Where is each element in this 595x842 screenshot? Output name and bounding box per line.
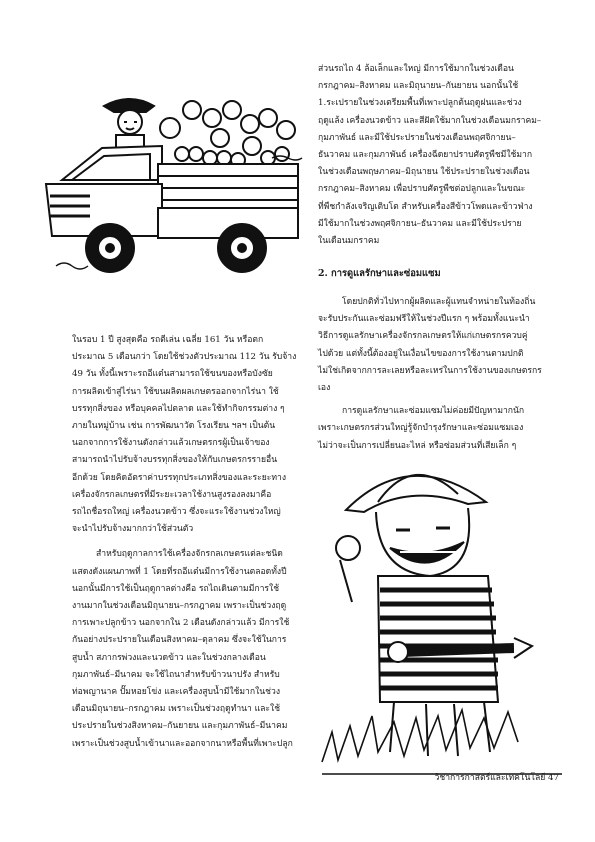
section-heading: 2. การดูแลรักษาและซ่อมแซม [318,268,441,279]
text-line: เดือนมิถุนายน–กรกฎาคม เพราะเป็นช่วงฤดูทำนา และใช้ [72,704,281,715]
text-line: เพราะเป็นช่วงสูบน้ำเข้านาและออกจากนาหรือพื้นที่เพาะปลูก [72,738,293,749]
text-line: ไปด้วย แต่ทั้งนี้ต้องอยู่ในเงื่อนไขของการใช้งานตามปกติ [318,348,524,359]
text-line: กุมภาพันธ์–มีนาคม จะใช้ไถนาสำหรับข้าวนาปรัง สำหรับ [72,669,280,680]
text-line: ท่อพญานาค ปั๊มหอยโข่ง และเครื่องสูบน้ำมีใช้มากในช่วง [72,687,281,698]
text-line: ในช่วงเดือนพฤษภาคม–มิถุนายน ใช้ประปรายในช่วงเดือน [318,167,530,178]
text-line: แสดงดังแผนภาพที่ 1 โดยที่รถอีแต๋นมีการใช้งานตลอดทั้งปี [72,566,287,577]
text-line: กรกฎาคม–สิงหาคม และมิถุนายน–กันยายน นอกนั้นใช้ [318,81,519,92]
text-line: จะนำไปรับจ้างมากกว่าใช้ส่วนตัว [72,524,194,535]
text-line: งานมากในช่วงเดือนมิถุนายน–กรกฎาคม เพราะเป็นช่วงฤดู [72,601,287,612]
text-line: ประมาณ 5 เดือนกว่า โดยใช้ช่วงตัวประมาณ 112 วัน รับจ้าง [72,352,297,363]
text-line: จะรับประกันและซ่อมฟรีให้ในช่วงปีแรก ๆ พร้อมทั้งแนะนำ [318,314,530,325]
text-line: สามารถนำไปรับจ้างบรรทุกสิ่งของให้กับเกษตรกรรายอื่น [72,455,278,466]
truck-illustration [42,88,307,303]
page-footer: วิชาการกาสตร์และเทคโนโลยี 47 [434,773,559,783]
farmer-illustration [318,452,566,782]
text-line: ประปรายในช่วงสิงหาคม–กันยายน และกุมภาพันธ์–มีนาคม [72,721,288,732]
text-line: เอง [318,383,331,394]
text-line: ธันวาคม และกุมภาพันธ์ เครื่องฉีดยาปราบศัตรูพืชมีใช้มาก [318,150,533,161]
text-line: วิธีการดูแลรักษาเครื่องจักรกลเกษตรให้แก่เกษตรกรควบคู่ [318,331,528,342]
text-line: การผลิตเข้าสู่ไร่นา ใช้ขนผลิตผลเกษตรออกจากไร่นา ใช้ [72,386,279,397]
text-line: ไม่ใช่เกิดจากการละเลยหรือละเหร่ในการใช้งานของเกษตรกร [318,365,542,376]
text-line: อีกด้วย โดยคิดอัตราค่าบรรทุกประเภทสิ่งของและระยะทาง [72,472,287,483]
text-line: ฤดูแล้ง เครื่องนวดข้าว และสีฝัดใช้มากในช่วงเดือนมกราคม– [318,115,542,126]
text-line: 1.ระเปรายในช่วงเตรียมพื้นที่เพาะปลูกต้นฤดูฝนและช่วง [318,98,522,109]
text-line: นอกจากการใช้งานดังกล่าวแล้วเกษตรกรผู้เป็นเจ้าของ [72,438,270,449]
left-column-body-text [72,332,308,753]
text-line: 49 วัน ทั้งนี้เพราะรถอีแต๋นสามารถใช้ขนของหรือบังซัย [72,369,273,380]
text-line: กันอย่างประปรายในเดือนสิงหาคม–ตุลาคม ซึ่งจะใช้ในการ [72,635,287,646]
text-line: ภายในหมู่บ้าน เช่น การพัฒนาวัด โรงเรียน ฯลฯ เป็นต้น [72,421,276,432]
text-line: กรกฎาคม–สิงหาคม เพื่อปราบศัตรูพืชต่อปลูกและในขณะ [318,184,526,195]
text-line: ที่พืชกำลังเจริญเติบโต สำหรับเครื่องสีข้าวโพดและข้าวฟ่าง [318,201,533,212]
text-line: บรรทุกสิ่งของ หรือบุคคลไปตลาด และใช้ทำกิจกรรมต่าง ๆ [72,403,285,414]
text-line: ในเดือนมกราคม [318,236,380,247]
text-line: โดยปกติทั่วไปหากผู้ผลิตและผู้แทนจำหน่ายในท้องถิ่น [342,297,536,307]
text-line: ไม่ว่าจะเป็นการเปลี่ยนอะไหล่ หรือซ่อมส่วนที่เสียเล็ก ๆ [318,440,517,451]
text-line: นอกนั้นมีการใช้เป็นฤดูกาลต่างคือ รถไถเดินตามมีการใช้ [72,583,280,594]
text-line: ในรอบ 1 ปี สูงสุดคือ รถตีเล่น เฉลี่ย 161 วัน หรือตก [72,335,264,345]
text-line: การเพาะปลูกข้าว นอกจากใน 2 เดือนดังกล่าวแล้ว มีการใช้ [72,618,290,629]
right-column-top-text [318,61,565,250]
text-line: เพราะเกษตรกรส่วนใหญ่รู้จักบำรุงรักษาและซ่อมแซมเอง [318,423,524,434]
right-column-body-text [318,294,565,455]
text-line: การดูแลรักษาและซ่อมแซมไม่ค่อยมีปัญหามากนัก [342,406,525,417]
text-line: รถไถชื่อรถใหญ่ เครื่องนวดข้าว ซึ่งจะแระใช้งานช่วงใหญ่ [72,507,281,518]
text-line: ส่วนรถไถ 4 ล้อเล็กและใหญ่ มีการใช้มากในช่วงเดือน [318,64,514,74]
text-line: สำหรับฤดูกาลการใช้เครื่องจักรกลเกษตรแต่ละชนิด [96,549,283,560]
text-line: สูบน้ำ สภากรพ่วงและนวดข้าว และในช่วงกลางเดือน [72,652,266,663]
text-line: เครื่องจักรกลเกษตรที่มีระยะเวลาใช้งานสูงรองลงมาคือ [72,489,272,500]
text-line: กุมภาพันธ์ และมีใช้ประปรายในช่วงเดือนพฤศจิกายน– [318,132,516,143]
text-line: มีใช้มากในช่วงพฤศจิกายน–ธันวาคม และมีใช้ประปราย [318,218,522,229]
